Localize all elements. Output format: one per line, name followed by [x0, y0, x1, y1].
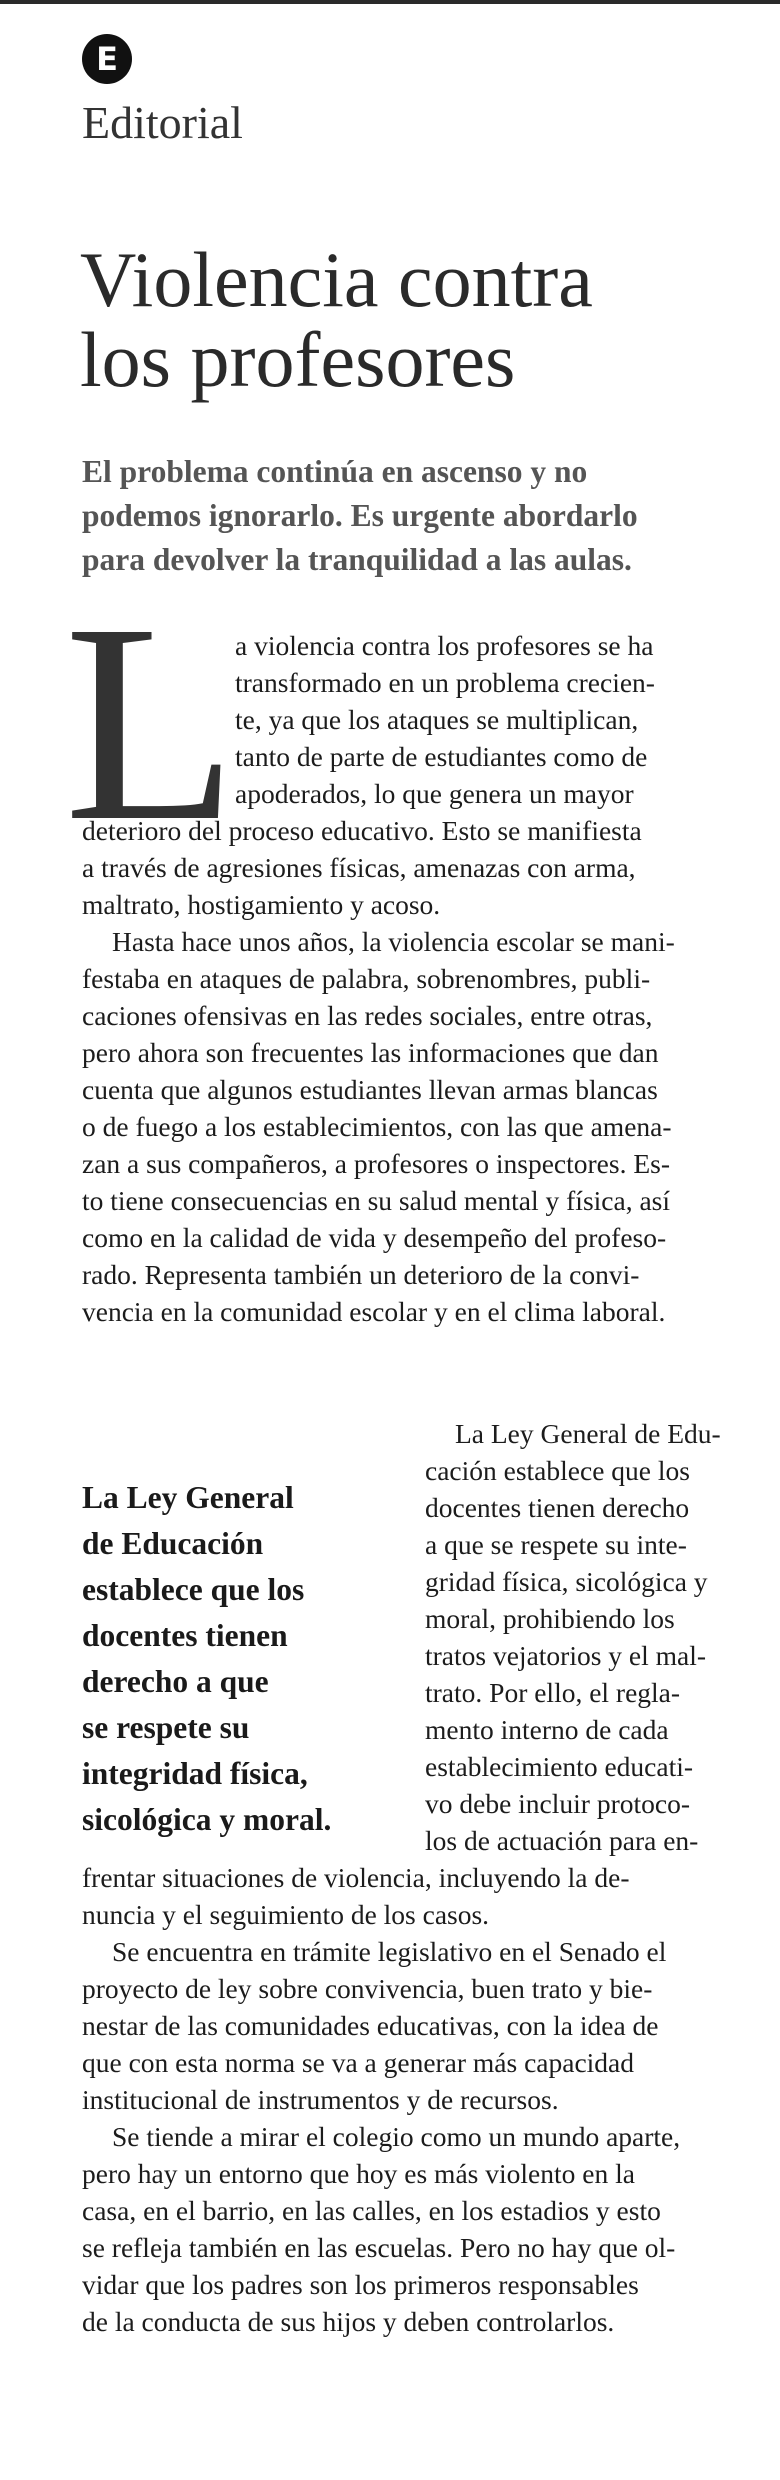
text-line: a través de agresiones físicas, amenazas con arma,: [82, 852, 636, 883]
pull-quote: [82, 1475, 412, 1843]
text-line: La Ley General de Edu-: [455, 1418, 721, 1449]
text-line: nestar de las comunidades educativas, con la idea de: [82, 2010, 659, 2041]
text-line: de la conducta de sus hijos y deben controlarlos.: [82, 2306, 615, 2337]
text-line: o de fuego a los establecimientos, con las que amena-: [82, 1111, 672, 1142]
text-line: institucional de instrumentos y de recursos.: [82, 2084, 559, 2115]
text-line: gridad física, sicológica y: [425, 1566, 708, 1597]
text-line: docentes tienen derecho: [425, 1492, 690, 1523]
text-line: deterioro del proceso educativo. Esto se manifiesta: [82, 815, 642, 846]
headline-line: los profesores: [80, 316, 516, 403]
text-line: Hasta hace unos años, la violencia escolar se mani-: [112, 926, 675, 957]
text-line: tanto de parte de estudiantes como de: [235, 741, 648, 772]
text-line: festaba en ataques de palabra, sobrenombres, publi-: [82, 963, 651, 994]
text-line: que con esta norma se va a generar más capacidad: [82, 2047, 635, 2078]
pull-quote-line: se respete su: [82, 1710, 250, 1745]
subheadline-line: El problema continúa en ascenso y no: [82, 454, 588, 489]
pull-quote-line: sicológica y moral.: [82, 1802, 332, 1837]
text-line: se refleja también en las escuelas. Pero no hay que ol-: [82, 2232, 676, 2263]
headline-line: Violencia contra: [80, 236, 593, 323]
text-line: cación establece que los: [425, 1455, 690, 1486]
text-line: como en la calidad de vida y desempeño del profeso-: [82, 1222, 667, 1253]
pull-quote-line: integridad física,: [82, 1756, 308, 1791]
text-line: apoderados, lo que genera un mayor: [235, 778, 634, 809]
text-line: moral, prohibiendo los: [425, 1603, 675, 1634]
text-line: establecimiento educati-: [425, 1751, 694, 1782]
headline: [80, 236, 760, 403]
text-line: a violencia contra los profesores se ha: [235, 630, 654, 661]
text-line: te, ya que los ataques se multiplican,: [235, 704, 639, 735]
pull-quote-line: de Educación: [82, 1526, 264, 1561]
paragraph-3-5-full: [82, 1859, 680, 2340]
editorial-badge: E: [82, 34, 132, 84]
text-line: pero ahora son frecuentes las informaciones que dan: [82, 1037, 659, 1068]
paragraph-3-narrow: [425, 1415, 721, 1859]
pull-quote-line: establece que los: [82, 1572, 305, 1607]
subheadline: [82, 450, 742, 582]
text-line: proyecto de ley sobre convivencia, buen trato y bie-: [82, 1973, 653, 2004]
text-line: to tiene consecuencias en su salud mental y física, así: [82, 1185, 671, 1216]
text-line: transformado en un problema crecien-: [235, 667, 655, 698]
text-line: zan a sus compañeros, a profesores o inspectores. Es-: [82, 1148, 671, 1179]
text-line: vo debe incluir protoco-: [425, 1788, 690, 1819]
top-rule: [0, 0, 780, 4]
text-line: casa, en el barrio, en las calles, en los estadios y esto: [82, 2195, 661, 2226]
text-line: Se encuentra en trámite legislativo en el Senado el: [112, 1936, 667, 1967]
pull-quote-line: La Ley General: [82, 1480, 294, 1515]
subheadline-line: para devolver la tranquilidad a las aulas.: [82, 542, 632, 577]
text-line: caciones ofensivas en las redes sociales, entre otras,: [82, 1000, 653, 1031]
text-line: rado. Representa también un deterioro de la convi-: [82, 1259, 640, 1290]
text-line: pero hay un entorno que hoy es más violento en la: [82, 2158, 635, 2189]
text-line: frentar situaciones de violencia, incluyendo la de-: [82, 1862, 630, 1893]
paragraph-1-narrow: [235, 627, 655, 812]
text-line: los de actuación para en-: [425, 1825, 699, 1856]
pull-quote-line: docentes tienen: [82, 1618, 288, 1653]
text-line: tratos vejatorios y el mal-: [425, 1640, 707, 1671]
text-line: trato. Por ello, el regla-: [425, 1677, 681, 1708]
text-line: vencia en la comunidad escolar y en el clima laboral.: [82, 1296, 666, 1327]
text-line: maltrato, hostigamiento y acoso.: [82, 889, 441, 920]
text-line: nuncia y el seguimiento de los casos.: [82, 1899, 490, 1930]
pull-quote-line: derecho a que: [82, 1664, 269, 1699]
text-line: mento interno de cada: [425, 1714, 669, 1745]
text-line: Se tiende a mirar el colegio como un mundo aparte,: [112, 2121, 681, 2152]
paragraph-1-2-full: [82, 812, 675, 1330]
text-line: vidar que los padres son los primeros responsables: [82, 2269, 639, 2300]
text-line: cuenta que algunos estudiantes llevan armas blancas: [82, 1074, 658, 1105]
text-line: a que se respete su inte-: [425, 1529, 687, 1560]
section-label: Editorial: [82, 97, 243, 148]
drop-cap: L: [64, 566, 238, 880]
subheadline-line: podemos ignorarlo. Es urgente abordarlo: [82, 498, 638, 533]
